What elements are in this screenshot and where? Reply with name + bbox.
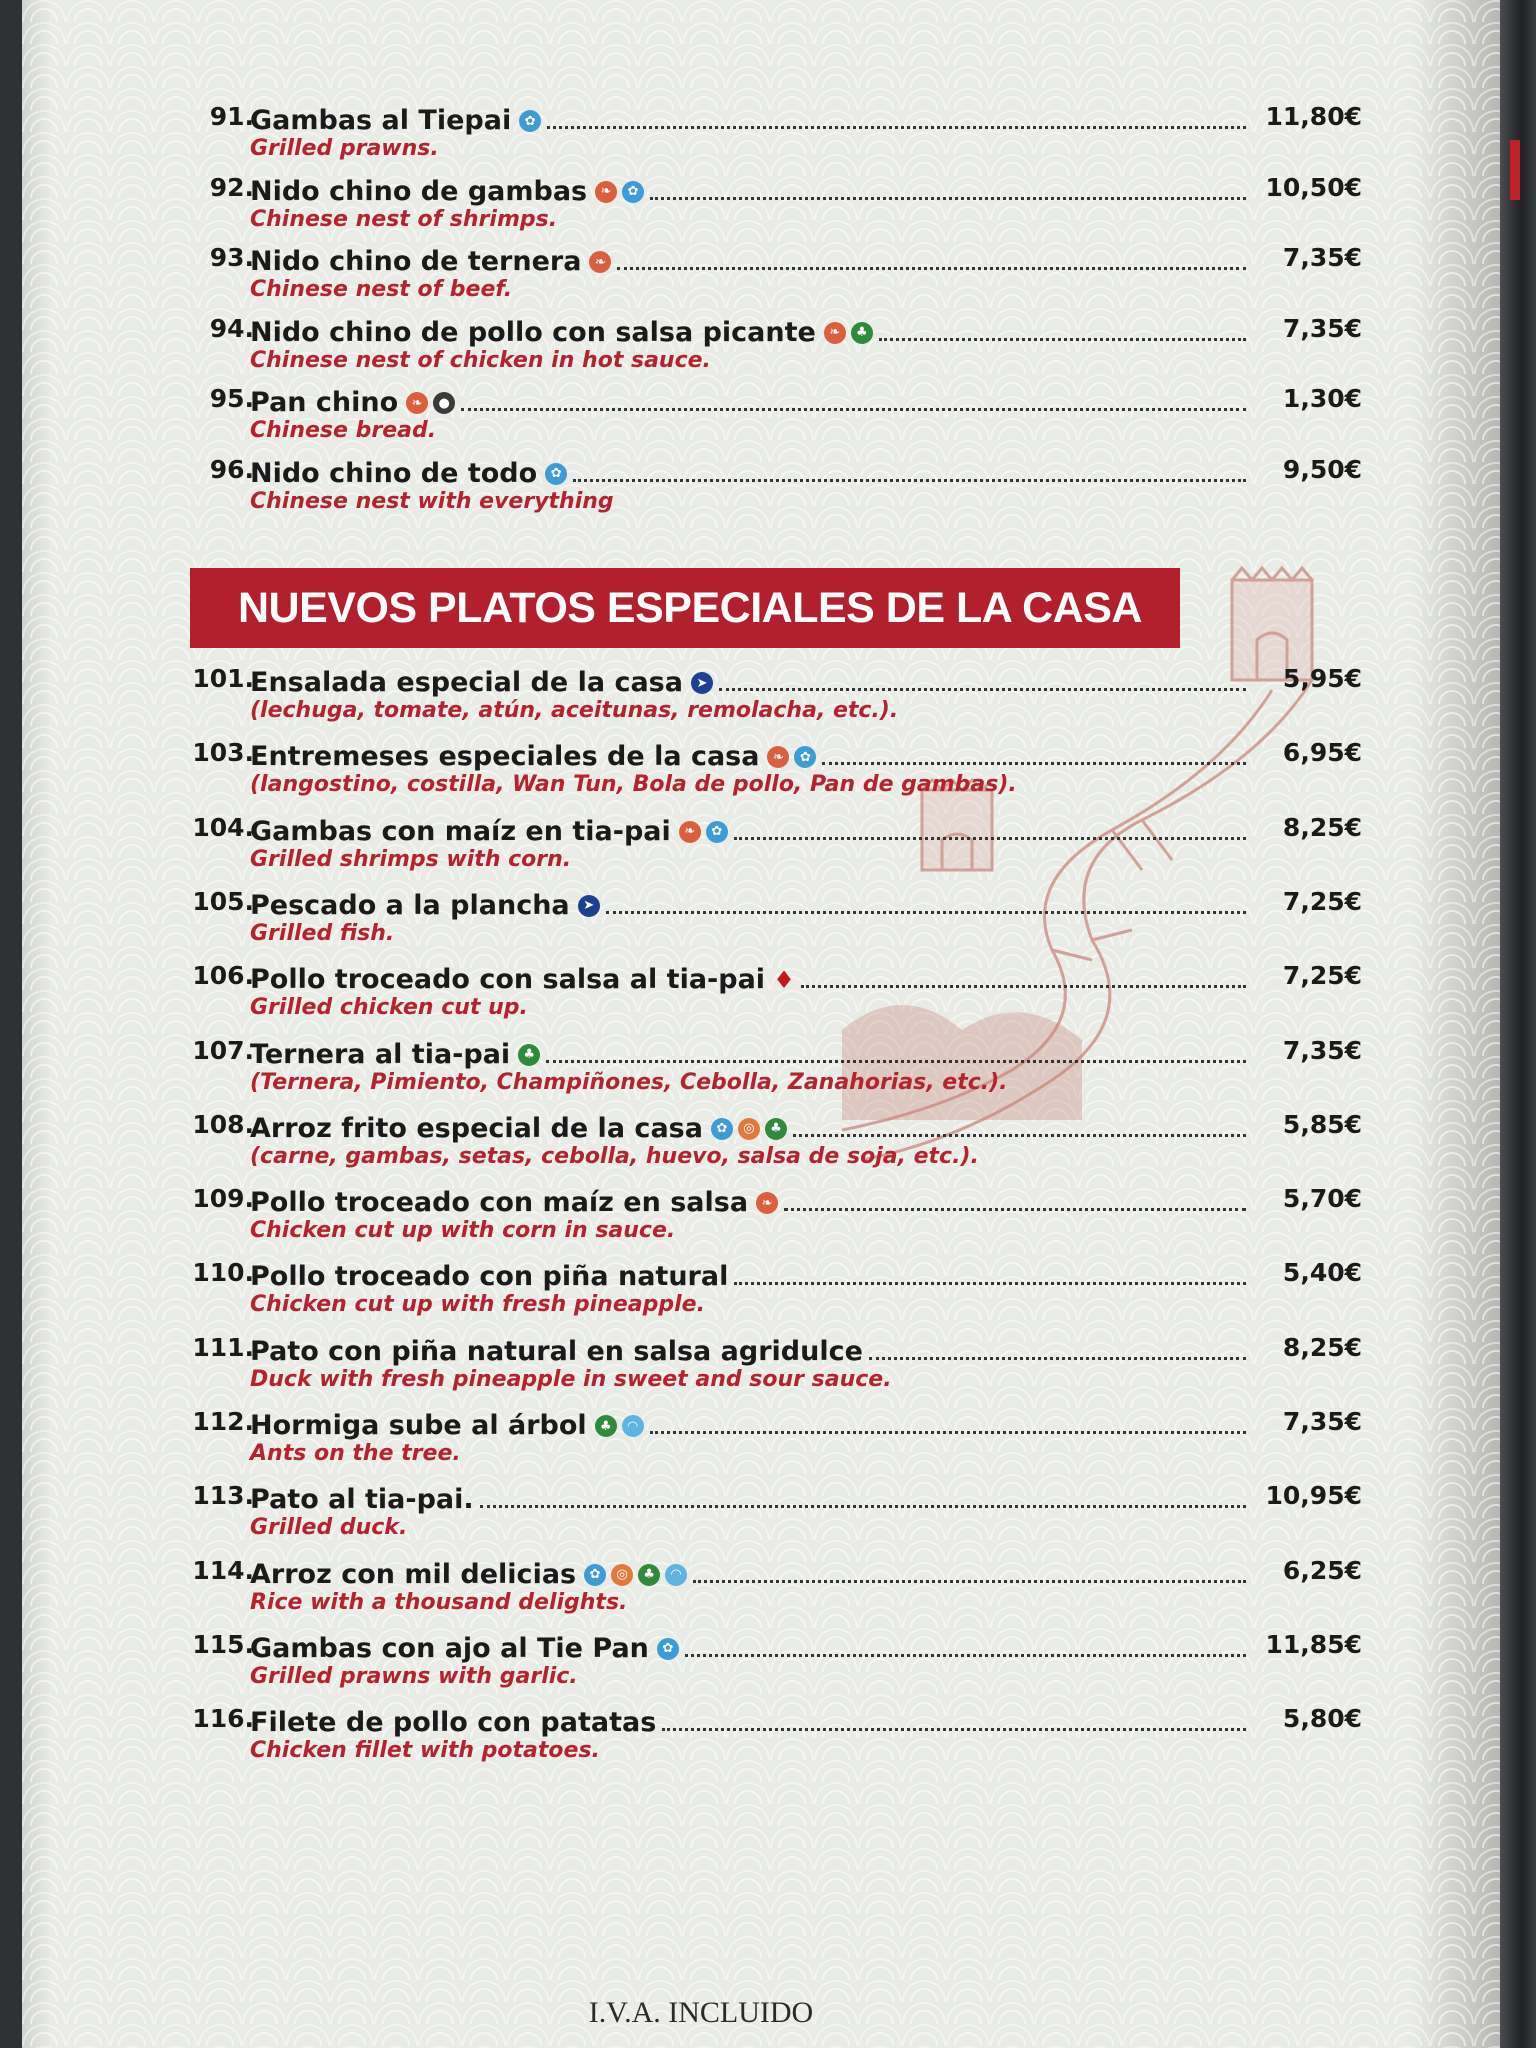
item-line bbox=[250, 1333, 1252, 1367]
allergen-icons bbox=[595, 1415, 644, 1437]
item-description: Grilled prawns with garlic. bbox=[250, 1663, 578, 1689]
dot-leader bbox=[547, 126, 1246, 129]
allergen-icons bbox=[584, 1564, 687, 1586]
allergen-icons bbox=[589, 251, 611, 273]
allergen-icons bbox=[545, 463, 567, 485]
item-number: 111. bbox=[192, 1332, 254, 1362]
item-name: Pollo troceado con piña natural bbox=[250, 1261, 729, 1293]
egg-icon: ◎ bbox=[611, 1564, 633, 1586]
menu-item bbox=[22, 1333, 1500, 1393]
item-name: Gambas al Tiepai bbox=[250, 105, 512, 136]
seafood-icon: ✿ bbox=[657, 1638, 679, 1660]
item-description: Grilled duck. bbox=[250, 1515, 408, 1541]
item-price: 5,80€ bbox=[1282, 1704, 1362, 1734]
item-name: Arroz con mil delicias bbox=[250, 1558, 577, 1590]
item-line bbox=[250, 1110, 1252, 1144]
seafood-icon: ✿ bbox=[711, 1118, 733, 1140]
item-description: Chicken cut up with corn in sauce. bbox=[250, 1218, 676, 1244]
dot-leader bbox=[662, 1728, 1246, 1731]
item-price: 7,35€ bbox=[1282, 1407, 1362, 1436]
binder-edge bbox=[1500, 0, 1536, 2048]
item-price: 6,25€ bbox=[1282, 1555, 1362, 1585]
item-price: 7,35€ bbox=[1282, 1035, 1362, 1065]
menu-item bbox=[22, 384, 1500, 444]
item-description: Grilled shrimps with corn. bbox=[250, 846, 572, 872]
gluten-icon: ❧ bbox=[756, 1192, 778, 1214]
item-name: Ternera al tia-pai bbox=[250, 1038, 511, 1070]
allergen-icons bbox=[767, 746, 816, 768]
dot-leader bbox=[869, 1357, 1246, 1360]
item-number: 105. bbox=[192, 886, 254, 916]
allergen-icons bbox=[756, 1192, 778, 1214]
item-description: (langostino, costilla, Wan Tun, Bola de pollo, Pan de gambas). bbox=[250, 772, 1017, 798]
menu-item bbox=[22, 1110, 1500, 1170]
dot-leader bbox=[606, 911, 1246, 914]
fish-icon: ➤ bbox=[691, 672, 713, 694]
chili-icon: ♦ bbox=[773, 966, 795, 995]
item-price: 8,25€ bbox=[1282, 812, 1362, 842]
item-line bbox=[250, 738, 1252, 772]
tax-included-note: I.V.A. INCLUIDO bbox=[588, 1996, 814, 2029]
menu-item bbox=[22, 961, 1500, 1021]
item-price: 7,35€ bbox=[1282, 243, 1362, 272]
dot-leader bbox=[784, 1208, 1246, 1211]
item-name: Entremeses especiales de la casa bbox=[250, 741, 760, 773]
item-name: Nido chino de pollo con salsa picante bbox=[250, 316, 816, 348]
mollusc-icon: ◠ bbox=[622, 1415, 644, 1437]
dot-leader bbox=[573, 479, 1246, 482]
menu-item bbox=[22, 1556, 1500, 1616]
dot-leader bbox=[793, 1134, 1246, 1137]
dot-leader bbox=[685, 1654, 1246, 1657]
allergen-icons bbox=[691, 672, 713, 694]
item-line bbox=[250, 664, 1252, 698]
item-line bbox=[250, 314, 1252, 348]
allergen-icons bbox=[595, 181, 644, 203]
egg-icon: ◎ bbox=[738, 1118, 760, 1140]
item-number: 113. bbox=[192, 1481, 254, 1511]
dot-leader bbox=[801, 985, 1246, 988]
item-line bbox=[250, 173, 1252, 207]
menu-item bbox=[22, 243, 1500, 303]
item-price: 5,40€ bbox=[1282, 1258, 1362, 1288]
dot-leader bbox=[879, 338, 1246, 341]
item-line bbox=[250, 1704, 1252, 1738]
item-line bbox=[250, 1556, 1252, 1590]
item-name: Pato con piña natural en salsa agridulce bbox=[250, 1335, 863, 1367]
binder-tab bbox=[1510, 140, 1520, 200]
item-name: Pescado a la plancha bbox=[250, 889, 570, 921]
item-number: 107. bbox=[192, 1035, 254, 1065]
seafood-icon: ✿ bbox=[794, 746, 816, 768]
allergen-icons bbox=[578, 895, 600, 917]
item-description: Chinese bread. bbox=[250, 418, 437, 443]
item-price: 1,30€ bbox=[1282, 384, 1362, 413]
menu-item bbox=[22, 1184, 1500, 1244]
menu-item bbox=[22, 738, 1500, 798]
menu-item bbox=[22, 102, 1500, 162]
allergen-icons bbox=[519, 110, 541, 132]
item-name: Pollo troceado con maíz en salsa bbox=[250, 1187, 749, 1219]
allergen-icons bbox=[711, 1118, 787, 1140]
item-line bbox=[250, 455, 1252, 489]
item-line bbox=[250, 961, 1252, 995]
dot-leader bbox=[650, 197, 1246, 200]
item-price: 8,25€ bbox=[1282, 1332, 1362, 1362]
item-number: 103. bbox=[192, 738, 254, 768]
item-description: Grilled fish. bbox=[250, 920, 395, 946]
item-number: 104. bbox=[192, 812, 254, 842]
seafood-icon: ✿ bbox=[519, 110, 541, 132]
menu-item bbox=[22, 314, 1500, 374]
item-name: Pan chino bbox=[250, 387, 399, 418]
item-line bbox=[250, 384, 1252, 418]
item-number: 114. bbox=[192, 1555, 254, 1585]
soy-icon: ♣ bbox=[595, 1415, 617, 1437]
gluten-icon: ❧ bbox=[679, 821, 701, 843]
menu-item bbox=[22, 1704, 1500, 1764]
dot-leader bbox=[617, 267, 1246, 270]
item-price: 7,35€ bbox=[1282, 313, 1362, 343]
item-price: 11,85€ bbox=[1265, 1629, 1362, 1659]
allergen-icons bbox=[518, 1044, 540, 1066]
seafood-icon: ✿ bbox=[706, 821, 728, 843]
menu-item bbox=[22, 1036, 1500, 1096]
dot-leader bbox=[734, 837, 1246, 840]
gluten-icon: ❧ bbox=[595, 181, 617, 203]
menu-item bbox=[22, 887, 1500, 947]
menu-item bbox=[22, 1258, 1500, 1318]
item-description: Chicken cut up with fresh pineapple. bbox=[250, 1292, 705, 1318]
item-name: Pato al tia-pai. bbox=[250, 1484, 474, 1516]
seafood-icon: ✿ bbox=[545, 463, 567, 485]
dot-leader bbox=[822, 762, 1246, 765]
menu-item bbox=[22, 664, 1500, 724]
item-number: 96. bbox=[209, 454, 254, 484]
item-number: 116. bbox=[192, 1704, 254, 1734]
item-price: 5,95€ bbox=[1282, 664, 1362, 693]
menu-item bbox=[22, 1407, 1500, 1467]
item-description: Chinese nest with everything bbox=[250, 488, 614, 514]
item-number: 115. bbox=[192, 1629, 254, 1659]
item-name: Gambas con maíz en tia-pai bbox=[250, 815, 671, 847]
item-description: Chicken fillet with potatoes. bbox=[250, 1738, 600, 1764]
dot-leader bbox=[719, 688, 1246, 691]
item-price: 7,25€ bbox=[1282, 961, 1362, 991]
item-name: Nido chino de ternera bbox=[250, 246, 582, 277]
item-description: Duck with fresh pineapple in sweet and sour sauce. bbox=[250, 1366, 892, 1392]
item-line bbox=[250, 1481, 1252, 1515]
item-price: 7,25€ bbox=[1282, 886, 1362, 916]
soy-icon: ♣ bbox=[518, 1044, 540, 1066]
item-number: 92. bbox=[209, 172, 254, 202]
item-name: Ensalada especial de la casa bbox=[250, 667, 683, 698]
item-number: 101. bbox=[192, 664, 254, 693]
allergen-icons bbox=[773, 966, 795, 995]
menu-item bbox=[22, 173, 1500, 233]
item-name: Pollo troceado con salsa al tia-pai bbox=[250, 964, 766, 996]
item-line bbox=[250, 1407, 1252, 1441]
item-line bbox=[250, 887, 1252, 921]
soy-icon: ♣ bbox=[638, 1564, 660, 1586]
item-name: Hormiga sube al árbol bbox=[250, 1410, 587, 1441]
soy-icon: ♣ bbox=[851, 322, 873, 344]
item-number: 110. bbox=[192, 1258, 254, 1288]
gluten-icon: ❧ bbox=[589, 251, 611, 273]
allergen-icons bbox=[679, 821, 728, 843]
dot-leader bbox=[461, 408, 1246, 411]
item-description: Chinese nest of shrimps. bbox=[250, 206, 558, 232]
gluten-icon: ❧ bbox=[767, 746, 789, 768]
item-name: Nido chino de todo bbox=[250, 457, 538, 489]
item-price: 9,50€ bbox=[1282, 454, 1362, 484]
item-line bbox=[250, 1258, 1252, 1292]
item-line bbox=[250, 813, 1252, 847]
dot-leader bbox=[693, 1580, 1246, 1583]
item-description: Ants on the tree. bbox=[250, 1441, 461, 1466]
item-description: (Ternera, Pimiento, Champiñones, Cebolla, Zanahorias, etc.). bbox=[250, 1069, 1008, 1095]
menu-item bbox=[22, 813, 1500, 873]
item-line bbox=[250, 102, 1252, 136]
item-number: 95. bbox=[209, 384, 254, 413]
menu-page bbox=[22, 0, 1500, 2048]
dot-leader bbox=[546, 1060, 1246, 1063]
sesame-icon: ● bbox=[433, 392, 455, 414]
item-description: (carne, gambas, setas, cebolla, huevo, salsa de soja, etc.). bbox=[250, 1143, 979, 1169]
item-price: 11,80€ bbox=[1265, 102, 1362, 131]
gluten-icon: ❧ bbox=[406, 392, 428, 414]
item-number: 93. bbox=[209, 243, 254, 272]
allergen-icons bbox=[657, 1638, 679, 1660]
item-name: Arroz frito especial de la casa bbox=[250, 1112, 703, 1144]
allergen-icons bbox=[824, 322, 873, 344]
fish-icon: ➤ bbox=[578, 895, 600, 917]
item-price: 5,85€ bbox=[1282, 1109, 1362, 1139]
item-name: Gambas con ajo al Tie Pan bbox=[250, 1632, 649, 1664]
item-number: 109. bbox=[192, 1184, 254, 1214]
item-number: 108. bbox=[192, 1109, 254, 1139]
dot-leader bbox=[734, 1282, 1246, 1285]
gluten-icon: ❧ bbox=[824, 322, 846, 344]
soy-icon: ♣ bbox=[765, 1118, 787, 1140]
item-description: Rice with a thousand delights. bbox=[250, 1589, 628, 1615]
menu-item bbox=[22, 455, 1500, 515]
item-line bbox=[250, 1036, 1252, 1070]
item-line bbox=[250, 1630, 1252, 1664]
item-description: (lechuga, tomate, atún, aceitunas, remolacha, etc.). bbox=[250, 698, 899, 723]
menu-item bbox=[22, 1481, 1500, 1541]
mollusc-icon: ◠ bbox=[665, 1564, 687, 1586]
item-description: Chinese nest of beef. bbox=[250, 277, 513, 302]
item-number: 91. bbox=[209, 102, 254, 131]
seafood-icon: ✿ bbox=[622, 181, 644, 203]
dot-leader bbox=[480, 1505, 1246, 1508]
seafood-icon: ✿ bbox=[584, 1564, 606, 1586]
item-price: 5,70€ bbox=[1282, 1184, 1362, 1214]
allergen-icons bbox=[406, 392, 455, 414]
item-number: 106. bbox=[192, 961, 254, 991]
item-name: Nido chino de gambas bbox=[250, 175, 588, 207]
item-description: Grilled prawns. bbox=[250, 136, 439, 161]
item-description: Chinese nest of chicken in hot sauce. bbox=[250, 347, 711, 373]
dot-leader bbox=[650, 1431, 1246, 1434]
item-description: Grilled chicken cut up. bbox=[250, 995, 528, 1021]
item-number: 94. bbox=[209, 313, 254, 343]
item-line bbox=[250, 243, 1252, 277]
item-line bbox=[250, 1184, 1252, 1218]
item-name: Filete de pollo con patatas bbox=[250, 1707, 657, 1739]
section-title: NUEVOS PLATOS ESPECIALES DE LA CASA bbox=[190, 568, 1180, 648]
menu-item bbox=[22, 1630, 1500, 1690]
item-number: 112. bbox=[192, 1407, 254, 1436]
item-price: 6,95€ bbox=[1282, 738, 1362, 768]
item-price: 10,95€ bbox=[1265, 1481, 1362, 1511]
item-price: 10,50€ bbox=[1265, 172, 1362, 202]
